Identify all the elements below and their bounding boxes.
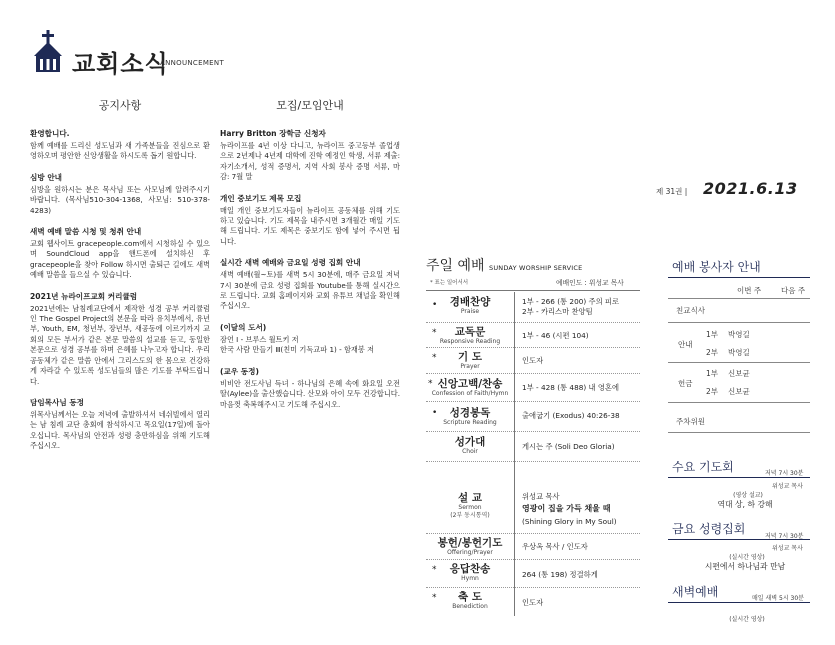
service-detail: 시편에서 하나님과 만남 bbox=[704, 562, 786, 571]
table-divider bbox=[668, 402, 810, 403]
notice-item bbox=[30, 226, 210, 281]
recruit-title: 실시간 새벽 예배와 금요일 성령 집회 안내 bbox=[220, 258, 361, 268]
stand-marker: • bbox=[432, 300, 438, 310]
worship-item bbox=[426, 407, 514, 427]
table-divider bbox=[426, 373, 640, 374]
service-note: (실시간 영상) bbox=[729, 616, 765, 623]
notice-title: 담임목사님 동정 bbox=[30, 397, 84, 407]
worship-item-name: 봉헌/봉헌기도 bbox=[437, 537, 503, 549]
vol-sub: 1부 bbox=[706, 369, 719, 378]
service-time: 저녁 7시 30분 bbox=[765, 470, 804, 477]
notice-item bbox=[30, 172, 210, 216]
worship-item-name: 경배찬양 bbox=[449, 296, 491, 308]
worship-row-hymn bbox=[426, 562, 640, 586]
stand-marker: * bbox=[428, 379, 433, 389]
worship-row-sermon bbox=[426, 464, 640, 532]
worship-item-value: 1부 - 266 (통 200) 주의 피로 bbox=[522, 297, 620, 306]
vol-name: 박영길 bbox=[728, 348, 750, 357]
stand-marker: * bbox=[432, 565, 437, 575]
worship-item-value: 게시는 주 (Soli Deo Gloria) bbox=[522, 442, 615, 451]
worship-leader: 예배인도 : 위성교 목사 bbox=[556, 279, 624, 287]
worship-item-value: 2부 - 카리스마 찬양팀 bbox=[522, 307, 593, 316]
volunteers-title-underline bbox=[668, 277, 810, 278]
worship-item-sub: Offering/Prayer bbox=[447, 549, 493, 556]
worship-item-name: 기 도 bbox=[458, 351, 482, 363]
table-divider bbox=[668, 362, 810, 363]
recruit-body: 뉴라이프를 4년 이상 다니고, 뉴라이프 중고등부 졸업생으로 2년제나 4년제 대학에 진학 예정인 학생, 서류 제출: 자기소개서, 성적 증명서, 지역 사회 봉사 증명 서류, 마감: 7월 말 bbox=[220, 141, 400, 182]
worship-table-top-line bbox=[426, 290, 640, 291]
worship-item-value: 인도자 bbox=[522, 356, 544, 365]
vol-sub: 2부 bbox=[706, 348, 719, 357]
table-divider bbox=[668, 298, 810, 299]
worship-title bbox=[426, 255, 582, 275]
worship-item-value: 264 (통 198) 정결하게 bbox=[522, 570, 598, 579]
worship-item bbox=[426, 492, 514, 520]
service-leader: 위성교 목사 bbox=[772, 545, 803, 552]
recruit-item bbox=[220, 366, 400, 410]
worship-item bbox=[426, 436, 514, 456]
recruit-title: Harry Britton 장학금 신청자 bbox=[220, 129, 326, 138]
recruit-body: 매일 개인 중보기도자들이 뉴라이프 공동체를 위해 기도하고 있습니다. 기도 제목을 내주시면 3개월간 매일 기도해 드립니다. 기도 제목은 중보기도 함에 넣어 주시면 됩니다. bbox=[220, 205, 400, 246]
service-underline bbox=[668, 477, 810, 478]
table-divider bbox=[426, 461, 640, 462]
worship-row-confession bbox=[426, 376, 640, 400]
table-divider bbox=[668, 322, 810, 323]
worship-item-sub: Responsive Reading bbox=[439, 338, 501, 345]
worship-item-value: 1부 - 428 (통 488) 내 영혼에 bbox=[522, 383, 620, 392]
notices-heading: 공지사항 bbox=[98, 99, 142, 112]
table-divider bbox=[426, 401, 640, 402]
worship-item bbox=[426, 591, 514, 611]
service-time: 매일 새벽 5시 30분 bbox=[752, 595, 804, 602]
worship-item-sub: Scripture Reading bbox=[443, 419, 497, 426]
standing-note: * 표는 일어서서 bbox=[430, 280, 469, 286]
worship-item-value: 인도자 bbox=[522, 598, 544, 607]
recruit-column bbox=[220, 128, 400, 420]
church-logo-icon bbox=[30, 30, 66, 74]
issue-label: 제 31권 | bbox=[656, 187, 688, 196]
recruit-title: (교우 동정) bbox=[220, 366, 259, 376]
notice-body: 심방을 원하시는 분은 목사님 또는 사모님께 알려주시기 바랍니다. (목사님510-304-1368, 사모님: 510-378-4283) bbox=[30, 184, 210, 215]
worship-item-name: 교독문 bbox=[454, 326, 486, 338]
vol-sub: 1부 bbox=[706, 330, 719, 339]
worship-row-benediction bbox=[426, 590, 640, 616]
worship-item-name: 신앙고백/찬송 bbox=[437, 378, 503, 390]
worship-row-scripture bbox=[426, 404, 640, 430]
service-leader: 위성교 목사 bbox=[772, 483, 803, 490]
recruit-item bbox=[220, 128, 400, 183]
recruit-body: 비비안 전도사님 득녀 - 하나님의 은혜 속에 화요일 오전 딸(Aylee)을 출산했습니다. 산모와 아이 모두 건강합니다. 마음껏 축복해주시고 기도해 주십시오. bbox=[220, 378, 400, 409]
stand-marker: * bbox=[432, 353, 437, 363]
stand-marker: * bbox=[432, 328, 437, 338]
table-divider bbox=[426, 587, 640, 588]
vol-name: 신보균 bbox=[728, 369, 750, 378]
volunteers-title: 예배 봉사자 안내 bbox=[672, 260, 761, 274]
table-divider bbox=[426, 533, 640, 534]
worship-item bbox=[426, 326, 514, 346]
worship-item-sub: Benediction bbox=[452, 603, 488, 610]
vol-name: 박영길 bbox=[728, 330, 750, 339]
notice-title: 2021년 뉴라이프교회 커리큘럼 bbox=[30, 291, 138, 301]
service-title: 수요 기도회 bbox=[672, 460, 734, 474]
recruit-body: 잠언 I - 브루스 월트키 저 한국 사람 만들기 Ⅲ(친미 기독교파 1) - 함재봉 저 bbox=[220, 334, 375, 355]
preacher: 위성교 목사 bbox=[522, 492, 560, 501]
worship-item-sub: Confession of Faith/Hymn bbox=[431, 390, 509, 397]
service-detail: 역대 상, 하 강해 bbox=[717, 500, 773, 509]
vol-label: 주차위원 bbox=[676, 417, 705, 426]
vol-label: 안내 bbox=[678, 340, 693, 349]
notice-body: 교회 웹사이트 gracepeople.com에서 시청하실 수 있으며 SoundCloud app을 핸드폰에 설치하신 후 gracepeople을 찾아 Follow 하시면 출퇴근 길에도 새벽예배 말씀을 들으실 수 있습니다. bbox=[30, 239, 210, 280]
worship-title-ko: 주일 예배 bbox=[426, 258, 485, 274]
recruit-body: 새벽 예배(월~토)를 새벽 5시 30분에, 매주 금요일 저녁 7시 30분에 금요 성령 집회를 Youtube를 통해 실시간으로 드립니다. 교회 홈페이지와 교회 유튜브 채널을 확인해 주십시오. bbox=[220, 270, 400, 311]
recruit-item bbox=[220, 193, 400, 248]
worship-item-sub: Praise bbox=[460, 308, 480, 315]
recruit-heading: 모집/모임안내 bbox=[276, 99, 344, 112]
service-time: 저녁 7시 30분 bbox=[765, 533, 804, 540]
notice-item bbox=[30, 128, 210, 162]
notice-item bbox=[30, 291, 210, 387]
vol-label: 친교식사 bbox=[676, 306, 705, 315]
service-title: 금요 성령집회 bbox=[672, 522, 746, 536]
vol-sub: 2부 bbox=[706, 387, 719, 396]
worship-item-value: 출애굽기 (Exodus) 40:26-38 bbox=[522, 411, 620, 420]
worship-item-sub: Choir bbox=[462, 448, 478, 455]
vol-label: 헌금 bbox=[678, 379, 693, 388]
table-divider bbox=[426, 322, 640, 323]
worship-item bbox=[426, 351, 514, 371]
notice-title: 환영합니다. bbox=[30, 129, 70, 138]
page-subtitle: ANNOUNCEMENT bbox=[160, 59, 225, 67]
vol-name: 신보균 bbox=[728, 387, 750, 396]
worship-item-name: 성가대 bbox=[454, 436, 486, 448]
worship-row-prayer bbox=[426, 350, 640, 372]
worship-item-sub: Sermon bbox=[458, 504, 482, 511]
table-divider bbox=[426, 431, 640, 432]
worship-item bbox=[426, 378, 514, 398]
service-note: (실시간 영상) bbox=[729, 554, 765, 561]
worship-item bbox=[426, 537, 514, 557]
notice-body: 위목사님께서는 오늘 저녁에 출발하셔서 네쉬빌에서 열리는 남 침례 교단 총회에 참석하시고 목요일(17일)에 돌아오십니다. 목사님의 안전과 성령 충만하심을 위해 기도해 주십시오. bbox=[30, 409, 210, 451]
recruit-title: 개인 중보기도 제목 모집 bbox=[220, 193, 302, 203]
worship-item bbox=[426, 563, 514, 583]
notice-item bbox=[30, 397, 210, 452]
worship-title-en: SUNDAY WORSHIP SERVICE bbox=[489, 264, 583, 272]
worship-row-choir bbox=[426, 434, 640, 460]
worship-row-offering bbox=[426, 536, 640, 558]
col-this-week: 이번 주 bbox=[737, 286, 762, 295]
notice-body: 2021년에는 남침례교단에서 제작한 성경 공부 커리큘럼인 The Gospel Project의 본문을 따라 유치부에서, 유년부, Youth, EM, 청년부, 장년부, 새공동에 이르기까지 교회의 모든 부서가 같은 본문 말씀의 설교를 듣고, 동일한 본문으로 성경 공부를 하며 은혜를 나누고자 합니다. 우리 공동체가 같은 말씀 안에서 그리스도의 한 몸으로 건강하게 자라갈 수 있도록 성도님들의 많은 기도를 부탁드립니다. bbox=[30, 303, 210, 386]
worship-row-reading bbox=[426, 325, 640, 347]
stand-marker: • bbox=[432, 408, 438, 418]
worship-item bbox=[426, 296, 514, 316]
recruit-item bbox=[220, 322, 400, 356]
worship-item-name: 응답찬송 bbox=[449, 563, 491, 575]
interpretation-note: (2부 동시통역) bbox=[450, 512, 490, 519]
table-divider bbox=[426, 347, 640, 348]
service-title: 새벽예배 bbox=[672, 585, 719, 599]
service-underline bbox=[668, 602, 810, 603]
worship-item-sub: Prayer bbox=[460, 363, 480, 370]
page-title: 교회소식 bbox=[72, 50, 169, 78]
recruit-item bbox=[220, 257, 400, 312]
notice-body: 함께 예배를 드리신 성도님과 새 가족분들을 진심으로 환영하오며 평안한 신앙생활을 하시도록 돕기 원합니다. bbox=[30, 141, 210, 161]
col-next-week: 다음 주 bbox=[781, 286, 806, 295]
notice-title: 심방 안내 bbox=[30, 172, 62, 182]
sermon-title-en: (Shining Glory in My Soul) bbox=[522, 517, 617, 526]
table-divider bbox=[426, 559, 640, 560]
worship-row-praise bbox=[426, 294, 640, 322]
worship-item-value: 우상옥 목사 / 인도자 bbox=[522, 542, 588, 551]
notices-column bbox=[30, 128, 210, 462]
table-divider bbox=[668, 432, 810, 433]
worship-item-name: 설 교 bbox=[458, 492, 482, 504]
worship-item-name: 축 도 bbox=[458, 591, 482, 603]
service-underline bbox=[668, 539, 810, 540]
worship-item-sub: Hymn bbox=[461, 575, 479, 582]
service-note: (영상 설교) bbox=[733, 492, 763, 499]
recruit-title: (이달의 도서) bbox=[220, 322, 267, 332]
stand-marker: * bbox=[432, 593, 437, 603]
sermon-title: 영광이 집을 가득 채울 때 bbox=[522, 504, 611, 513]
worship-item-value: 1부 - 46 (시편 104) bbox=[522, 331, 589, 340]
notice-title: 새벽 예배 말씀 시청 및 청취 안내 bbox=[30, 227, 142, 237]
issue-date: 2021.6.13 bbox=[703, 179, 798, 198]
worship-item-name: 성경봉독 bbox=[449, 407, 491, 419]
